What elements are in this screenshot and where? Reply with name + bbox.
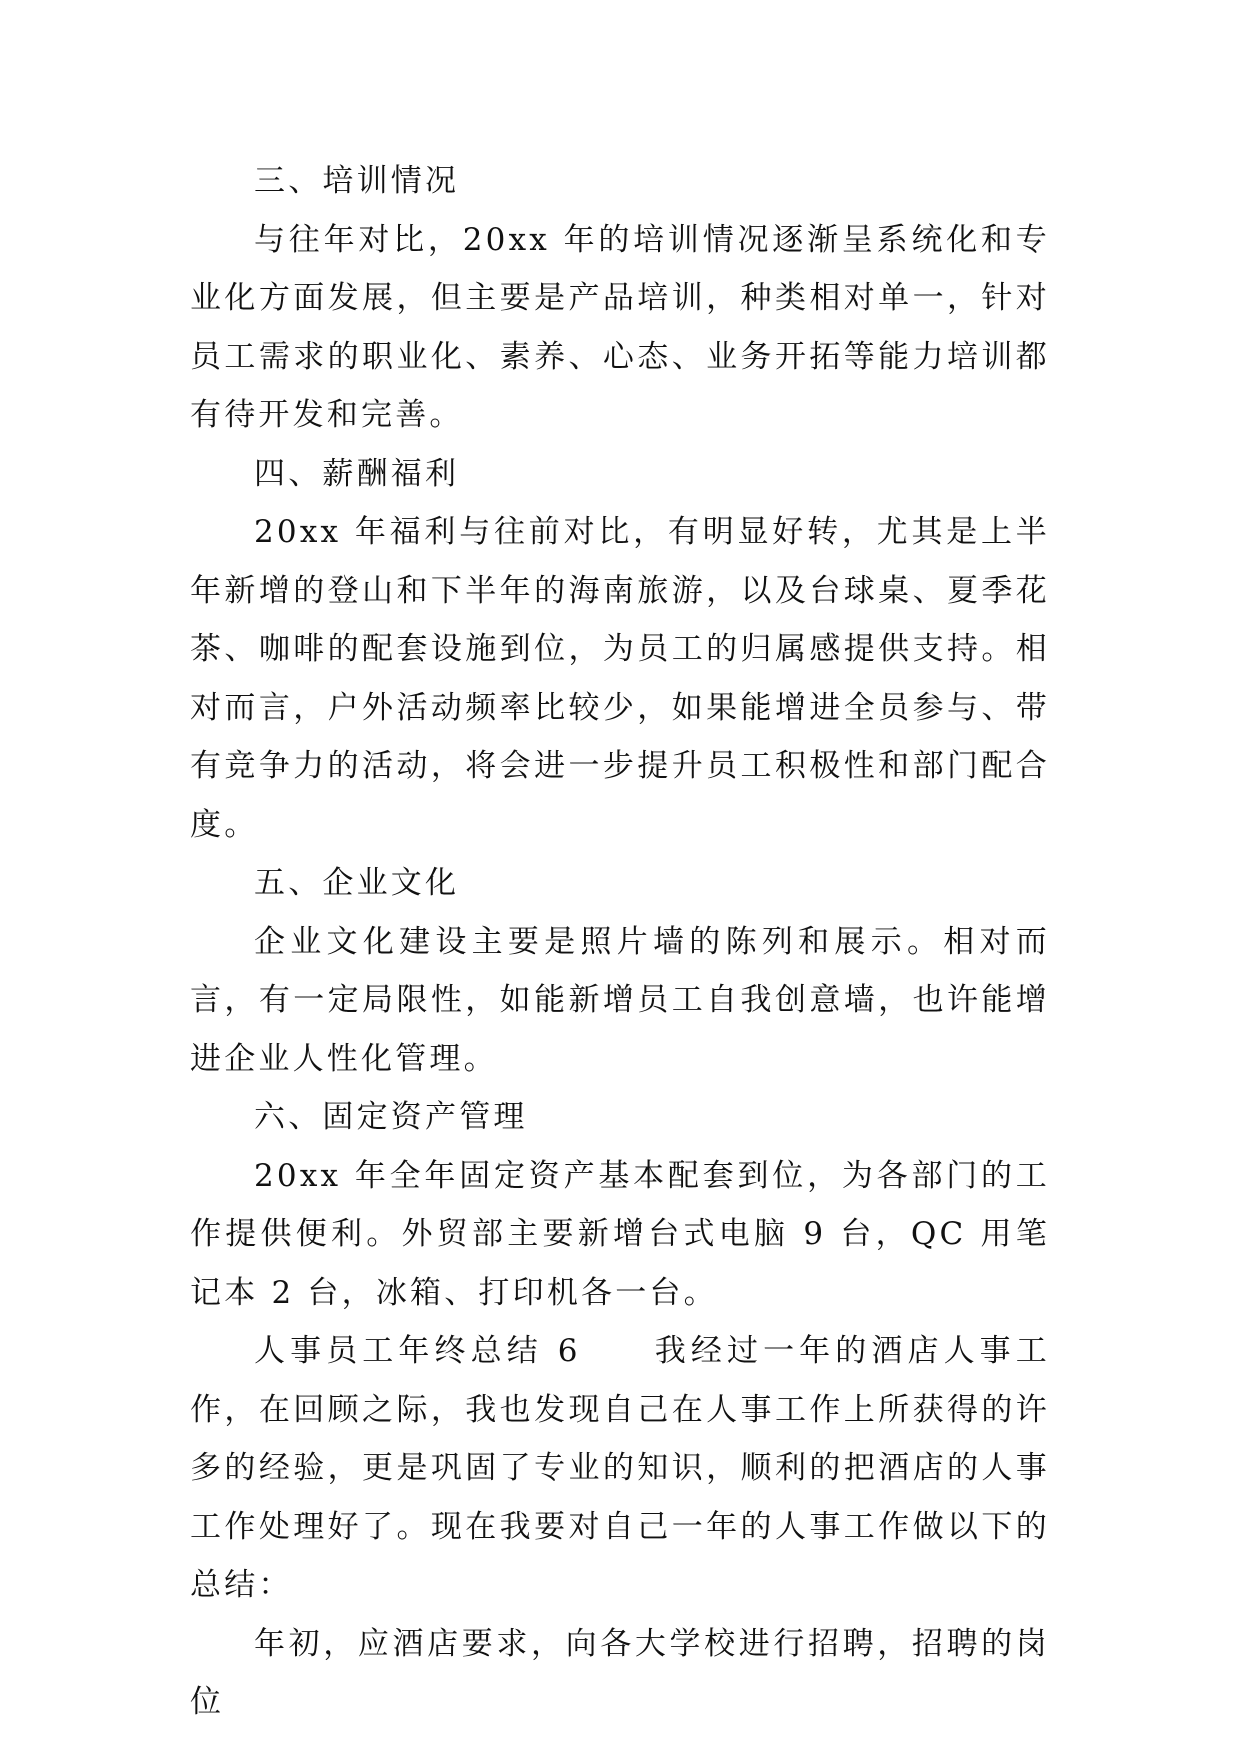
paragraph-culture: 企业文化建设主要是照片墙的陈列和展示。相对而言，有一定局限性，如能新增员工自我创意墙，也许能增进企业人性化管理。: [190, 923, 1050, 1077]
paragraph-summary-6-intro: 人事员工年终总结 6 我经过一年的酒店人事工作，在回顾之际，我也发现自己在人事工作上所获得的许多的经验，更是巩固了专业的知识，顺利的把酒店的人事工作处理好了。现在我要对自己一年的人事工作做以下的总结：: [190, 1333, 1050, 1603]
document-body: [190, 152, 1050, 1732]
section-heading-compensation: 四、薪酬福利: [254, 455, 460, 492]
paragraph-compensation: 20xx 年福利与往前对比，有明显好转，尤其是上半年新增的登山和下半年的海南旅游，以及台球桌、夏季花茶、咖啡的配套设施到位，为员工的归属感提供支持。相对而言，户外活动频率比较少，如果能增进全员参与、带有竞争力的活动，将会进一步提升员工积极性和部门配合度。: [190, 514, 1050, 843]
section-heading-culture: 五、企业文化: [254, 865, 460, 901]
section-heading-training: 三、培训情况: [254, 163, 460, 199]
paragraph-recruitment: 年初，应酒店要求，向各大学校进行招聘，招聘的岗位: [190, 1625, 1050, 1720]
paragraph-training: 与往年对比，20xx 年的培训情况逐渐呈系统化和专业化方面发展，但主要是产品培训，种类相对单一，针对员工需求的职业化、素养、心态、业务开拓等能力培训都有待开发和完善。: [190, 221, 1050, 433]
paragraph-fixed-assets: 20xx 年全年固定资产基本配套到位，为各部门的工作提供便利。外贸部主要新增台式电脑 9 台，QC 用笔记本 2 台，冰箱、打印机各一台。: [190, 1157, 1050, 1311]
section-heading-fixed-assets: 六、固定资产管理: [254, 1099, 528, 1135]
